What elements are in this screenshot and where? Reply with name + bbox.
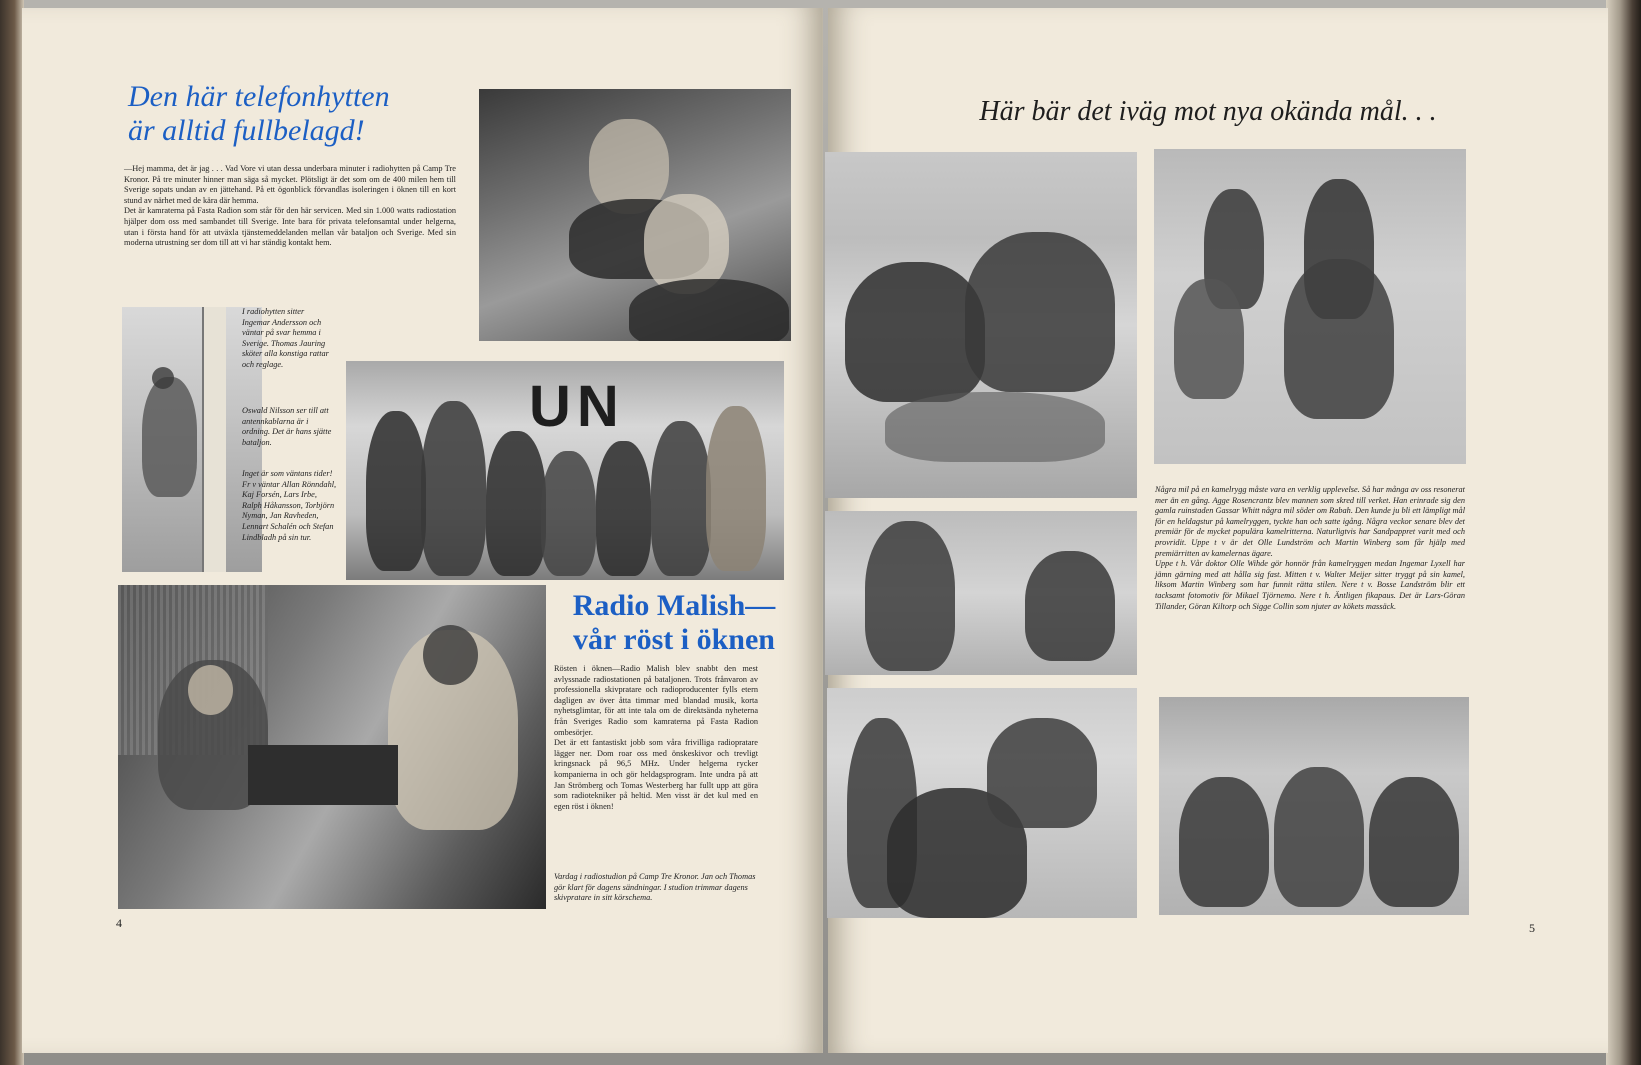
left-page — [22, 8, 823, 1053]
photo-antenna-pole — [122, 307, 262, 572]
caption-oswald: Oswald Nilsson ser till att antennkablarna är i ordning. Det är hans sjätte bataljon. — [242, 406, 332, 447]
photo-radio-studio — [118, 585, 546, 909]
radio-text: Rösten i öknen—Radio Malish blev snabbt den mest avlyssnade radiostationen på bataljonen. Trots frånvaron av professionella skivpratare och radioproducenter fylls etern dagligen av över åtta timmar med blandad musik, korta nyhetsglimtar, för att inte tala om de direktsända nyheterna från Sveriges Radio som kamraterna på Fasta Radion ombesörjer. Det är ett fantastiskt jobb som våra frivilliga radiopratare lägger ner. Dom roar oss med önskeskivor och trevligt kringsnack på 96,5 MHz. Under helgerna rycker kompanierna in och gör heldagsprogram. Inte undra på att Jan Strömberg och Tomas Westerberg har fullt upp att göra som radiotekniker på heltid. Men visst är det kul med en egen röst i öknen! — [554, 664, 758, 811]
photo-camels-bottom-left — [827, 688, 1137, 918]
caption-radiohytten: I radiohytten sitter Ingemar Andersson och väntar på svar hemma i Sverige. Thomas Jauring sköter alla konstiga rattar och reglage. — [242, 307, 329, 369]
camel-caption: Några mil på en kamelrygg måste vara en verklig upplevelse. Så har många av oss resonerat mer än en gång. Agge Rosencrantz blev mannen som skred till verket. Han erinrade sig den gamla ruinstaden Gassar Whitt några mil söder om Rabah. Den kunde ju bli ett lämpligt mål för en heldagstur på kamelryggen, tyckte han och satte igång. Några veckor senare blev det premiär för de mycket populära kamelritterna. Naturligtvis har Sandpappret varit med och provridit. Uppe t v är det Olle Lundström och Martin Winberg som får hjälp med premiärritten av kamelernas ägare. Uppe t h. Vår doktor Olle Wihde gör honnör från kamelryggen medan Ingemar Lyxell har jämn gärning med att hålla sig fast. Mitten t v. Walter Meijer sitter tryggt på sin kamel, liksom Martin Winberg som har funnit rätta stilen. Nere t v. Bosse Landström blir ett tacksamt fotomotiv för Mikael Tjörnemo. Nere t h. Äntligen fikapaus. Det är Lars-Göran Tillander, Göran Kiltorp och Sigge Collin som njuter av kökets massäck. — [1155, 485, 1465, 611]
radio-headline-line2: vår röst i öknen — [573, 623, 775, 656]
left-headline — [128, 80, 458, 148]
photo-radio-operators — [479, 89, 791, 341]
page-number-left: 4 — [116, 916, 122, 930]
page-number-right: 5 — [1529, 921, 1535, 935]
caption-studio: Vardag i radiostudion på Camp Tre Kronor. Jan och Thomas gör klart för dagens sändningar. I studion trimmar dagens skivpratare in sitt körschema. — [554, 872, 756, 903]
photo-camels-mid-left — [825, 511, 1137, 675]
photo-un-group — [346, 361, 784, 580]
right-page — [828, 8, 1608, 1053]
intro-text: —Hej mamma, det är jag . . . Vad Vore vi utan dessa underbara minuter i radiohytten på Camp Tre Kronor. På tre minuter hinner man säga så mycket. Plötsligt är det som om de 400 milen hem till Sverige sopats undan av en jättehand. På ett ögonblick förvandlas isoleringen i öknen till en kort stund av närhet med de kära där hemma. Det är kamraterna på Fasta Radion som står för den här servicen. Med sin 1.000 watts radiostation hjälper dom oss med sambandet till Sverige. Inte bara för privata telefonsamtal under helgerna, utan i första hand för att utväxla tjänstemeddelanden mellan vår bataljon och Sverige. Med sin moderna utrustning ser dom till att vi har ständig kontakt hem. — [124, 164, 456, 248]
photo-camels-top-left — [825, 152, 1137, 498]
book-cover-left-edge — [0, 0, 24, 1065]
radio-headline-line1: Radio Malish— — [572, 589, 776, 622]
un-sign: UN — [529, 374, 625, 439]
left-headline-line1: Den här telefonhytten — [128, 80, 390, 113]
photo-camels-top-right — [1154, 149, 1466, 464]
book-cover-right-edge — [1606, 0, 1641, 1065]
left-headline-line2: är alltid fullbelagd! — [128, 114, 365, 147]
photo-fikapaus — [1159, 697, 1469, 915]
caption-group: Inget är som väntans tider! Fr v väntar Allan Rönndahl, Kaj Forsén, Lars Irbe, Ralph Håkansson, Torbjörn Nyman, Jan Ravheden, Lennart Schalén och Stefan Lindbladh på sin tur. — [242, 469, 337, 542]
right-headline: Här bär det iväg mot nya okända mål. . . — [979, 96, 1437, 127]
radio-headline — [554, 589, 794, 657]
